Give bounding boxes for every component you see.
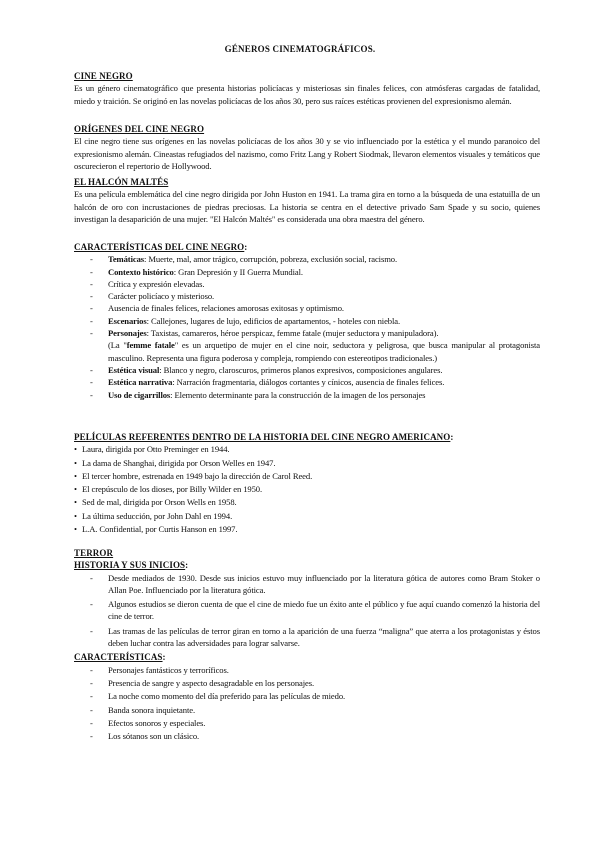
list-item (74, 302, 540, 314)
list-item: • L.A. Confidential, por Curtis Hanson en 1997. (74, 523, 540, 535)
item-term: Personajes (108, 328, 147, 339)
item-text: : Elemento determinante para la construcción de la imagen de los personajes (170, 389, 426, 400)
list-item: - Banda sonora inquietante. (74, 704, 540, 716)
heading-caract-terror-colon: : (162, 652, 166, 663)
section-halcon-maltes (74, 176, 540, 225)
list-item (74, 253, 540, 265)
section-caracteristicas-cine-negro (74, 241, 540, 401)
section-terror (74, 547, 540, 743)
heading-caracteristicas-label: CARACTERÍSTICAS DEL CINE NEGRO (74, 242, 245, 252)
item-term: Contexto histórico (108, 266, 174, 277)
caracteristicas-list-continued (74, 364, 540, 401)
caracteristicas-list (74, 253, 540, 339)
item-text: : Callejones, lugares de lujo, edificios de apartamentos, - hoteles con niebla. (146, 315, 401, 326)
heading-caracteristicas-cine-negro (74, 241, 540, 253)
item-text: : Taxistas, camareros, héroe perspicaz, femme fatale (mujer seductora y manipuladora). (146, 328, 439, 339)
note-term: femme fatale (126, 340, 175, 351)
heading-peliculas-referentes (74, 431, 540, 443)
item-text: : Narración fragmentaria, diálogos cortantes y cínicos, ausencia de finales felices. (172, 377, 445, 388)
heading-historia (74, 559, 540, 571)
document-title: GÉNEROS CINEMATOGRÁFICOS. (224, 44, 376, 54)
list-item (74, 327, 540, 339)
list-item: - Los sótanos son un clásico. (74, 730, 540, 742)
item-term: Escenarios (108, 315, 147, 326)
heading-terror: TERROR (74, 548, 114, 558)
heading-halcon-maltes: EL HALCÓN MALTÉS (74, 177, 169, 187)
section-peliculas-referentes (74, 431, 540, 536)
heading-cine-negro: CINE NEGRO (74, 71, 133, 81)
heading-peliculas-colon: : (450, 432, 454, 442)
note-prefix: (La " (108, 340, 127, 351)
heading-historia-label: HISTORIA Y SUS INICIOS (74, 560, 186, 571)
heading-peliculas-label: PELÍCULAS REFERENTES DENTRO DE LA HISTORIA DEL CINE NEGRO AMERICANO (74, 432, 451, 442)
item-text: Carácter policíaco y misterioso. (108, 291, 215, 302)
peliculas-list (74, 443, 540, 535)
list-item (74, 389, 540, 401)
item-text: Crítica y expresión elevadas. (108, 278, 205, 289)
item-term: Uso de cigarrillos (108, 389, 171, 400)
list-item (74, 290, 540, 302)
item-text: : Gran Depresión y II Guerra Mundial. (173, 266, 303, 277)
caracteristicas-terror-list (74, 664, 540, 743)
list-item (74, 376, 540, 388)
item-text: Ausencia de finales felices, relaciones amorosas exitosas y optimismo. (108, 303, 344, 314)
heading-caracteristicas-colon: : (244, 242, 248, 252)
list-item: • La dama de Shanghai, dirigida por Orson Welles en 1947. (74, 457, 540, 469)
list-item: • Laura, dirigida por Otto Preminger en 1944. (74, 443, 540, 455)
list-item: • El crepúsculo de los dioses, por Billy Wilder en 1950. (74, 483, 540, 495)
list-item (74, 278, 540, 290)
paragraph-cine-negro: Es un género cinematográfico que presenta historias policíacas y misteriosas sin finales felices, con atmósferas cargadas de fatalidad, miedo y traición. Se originó en las novelas policíacas de los años 30, pero sus raíces estéticas provienen del expresionismo alemán. (74, 83, 540, 106)
list-item: - Algunos estudios se dieron cuenta de que el cine de miedo fue un éxito ante el público y fue aquí cuando comenzó la historia del cine de terror. (74, 598, 540, 623)
item-text: : Blanco y negro, claroscuros, primeros planos expresivos, composiciones angulares. (159, 364, 443, 375)
list-item: • El tercer hombre, estrenada en 1949 bajo la dirección de Carol Reed. (74, 470, 540, 482)
list-item (74, 315, 540, 327)
list-item (74, 364, 540, 376)
list-item: • Sed de mal, dirigida por Orson Wells en 1958. (74, 496, 540, 508)
item-term: Temáticas (108, 254, 145, 265)
list-item: - Presencia de sangre y aspecto desagradable en los personajes. (74, 677, 540, 689)
item-text: : Muerte, mal, amor trágico, corrupción, pobreza, exclusión social, racismo. (144, 254, 398, 265)
item-term: Estética narrativa (108, 377, 173, 388)
list-item: - Las tramas de las películas de terror giran en torno a la aparición de una fuerza “maligna” que aterra a los protagonistas y éstos deben luchar contra las adversidades para lograr salvarse. (74, 625, 540, 650)
list-item: - Desde mediados de 1930. Desde sus inicios estuvo muy influenciado por la literatura gótica de autores como Bram Stoker o Allan Poe. Influenciado por la literatura gótica. (74, 572, 540, 597)
list-item: - La noche como momento del día preferido para las películas de miedo. (74, 690, 540, 702)
heading-origenes: ORÍGENES DEL CINE NEGRO (74, 124, 205, 134)
historia-list (74, 572, 540, 650)
paragraph-origenes: El cine negro tiene sus orígenes en las novelas policíacas de los años 30 y se vio influenciado por la estética y el mundo paranoico del expresionismo alemán. Cineastas refugiados del nazismo, como Fritz Lang y Robert Siodmak, llevaron elementos visuales y temáticos que oscurecieron el repertorio de Hollywood. (74, 136, 540, 171)
section-cine-negro (74, 70, 540, 107)
list-item: • La última seducción, por John Dahl en 1994. (74, 510, 540, 522)
heading-historia-colon: : (185, 560, 189, 571)
item-term: Estética visual (108, 364, 160, 375)
list-item (74, 266, 540, 278)
list-item: - Efectos sonoros y especiales. (74, 717, 540, 729)
heading-caracteristicas-terror (74, 651, 540, 663)
heading-caract-terror-label: CARACTERÍSTICAS (74, 652, 163, 663)
paragraph-halcon-maltes: Es una película emblemática del cine negro dirigida por John Huston en 1941. La trama gira en torno a la búsqueda de una estatuilla de un halcón de oro con incrustaciones de piedras preciosas. La historia se centra en el detective privado Sam Spade y su socio, quienes investigan la desaparición de una mujer. "El Halcón Maltés" es considerada una obra maestra del género. (74, 189, 540, 224)
note-text: " es un arquetipo de mujer en el cine noir, seductora y peligrosa, que busca manipular al protagonista masculino. Representa una figura poderosa y compleja, rompiendo con estereotipos tradicionales.) (108, 340, 540, 363)
femme-fatale-note (74, 339, 540, 364)
section-origenes (74, 123, 540, 172)
list-item: - Personajes fantásticos y terroríficos. (74, 664, 540, 676)
